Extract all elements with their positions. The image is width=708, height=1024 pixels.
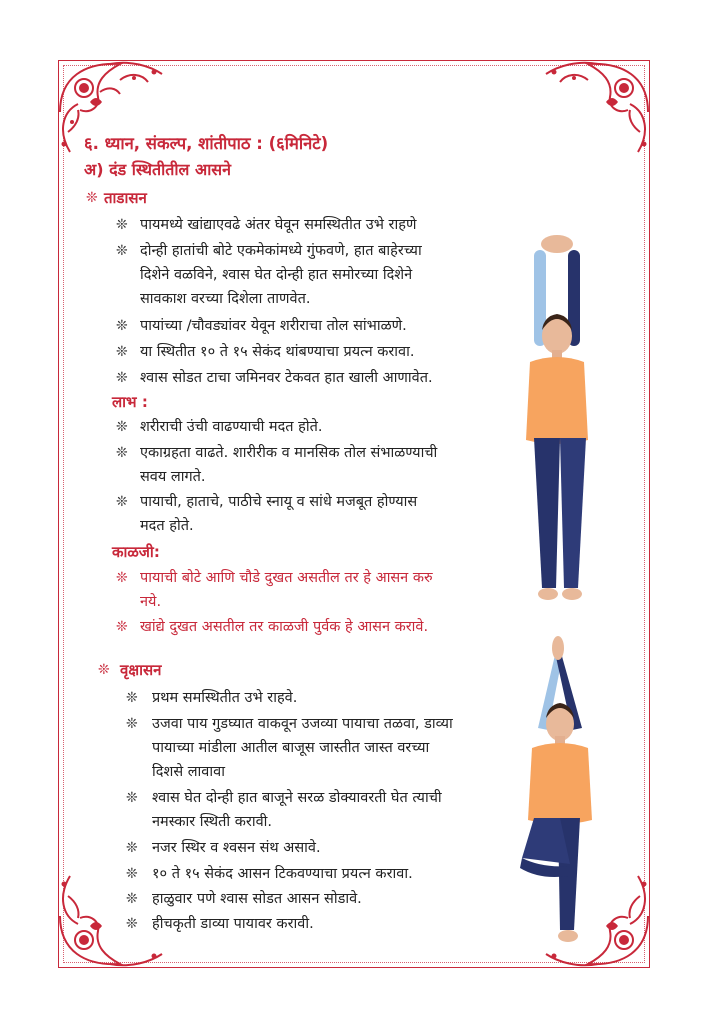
benefit-3-line-2: मदत होते. <box>140 518 194 534</box>
vrikshasana-step-6: हाळुवार पणे श्वास सोडत आसन सोडावे. <box>152 891 362 907</box>
bullet-icon: ❊ <box>126 716 138 732</box>
tadasana-step-2-line-2: दिशेने वळविने, श्वास घेत दोन्ही हात समोरच्या दिशेने <box>140 267 413 283</box>
bullet-icon: ❊ <box>116 344 128 360</box>
vrikshasana-step-5: १० ते १५ सेकंद आसन टिकवण्याचा प्रयत्न करावा. <box>152 866 413 882</box>
benefit-2-line-2: सवय लागते. <box>140 469 206 485</box>
tadasana-step-1: पायमध्ये खांद्याएवढे अंतर घेवून समस्थितीत उभे राहणे <box>140 217 417 233</box>
tadasana-step-2-line-3: सावकाश वरच्या दिशेला ताणवेत. <box>140 291 311 307</box>
bullet-icon: ❊ <box>116 619 128 635</box>
bullet-icon: ❊ <box>126 790 138 806</box>
caution-label: काळजी: <box>112 543 160 561</box>
bullet-icon: ❊ <box>126 916 138 932</box>
benefit-3-line-1: पायाची, हाताचे, पाठीचे स्नायू व सांधे मजबूत होण्यास <box>140 494 418 510</box>
bullet-icon: ❊ <box>116 370 128 386</box>
benefit-1: शरीराची उंची वाढण्याची मदत होते. <box>140 419 323 435</box>
bullet-icon: ❊ <box>116 494 128 510</box>
bullet-icon: ❊ <box>116 570 128 586</box>
vrikshasana-pose-illustration <box>508 636 618 946</box>
vrikshasana-step-7: हीचकृती डाव्या पायावर करावी. <box>152 916 314 932</box>
bullet-icon: ❊ <box>126 840 138 856</box>
caution-1-line-1: पायाची बोटे आणि चौडे दुखत असतील तर हे आसन करु <box>140 570 433 586</box>
vrikshasana-step-1: प्रथम समस्थितीत उभे राहवे. <box>152 690 298 706</box>
tadasana-pose-illustration <box>512 232 608 604</box>
benefits-label: लाभ : <box>112 393 148 411</box>
caution-2: खांद्ये दुखत असतील तर काळजी पुर्वक हे आसन करावे. <box>140 619 429 635</box>
tadasana-step-4: या स्थितीत १० ते १५ सेकंद थांबण्याचा प्रयत्न करावा. <box>140 344 415 360</box>
bullet-icon: ❊ <box>116 217 128 233</box>
subsection-title: अ) दंड स्थितीतील आसने <box>84 160 231 179</box>
tadasana-step-2-line-1: दोन्ही हातांची बोटे एकमेकांमध्ये गुंफवणे, हात बाहेरच्या <box>140 243 422 259</box>
bullet-icon: ❊ <box>98 662 110 678</box>
vrikshasana-step-2-line-2: पायाच्या मांडीला आतील बाजूस जास्तीत जास्त वरच्या <box>152 740 430 756</box>
vrikshasana-title: वृक्षासन <box>120 661 162 679</box>
vrikshasana-step-2-line-3: दिशसे लावावा <box>152 764 225 780</box>
bullet-icon: ❊ <box>126 690 138 706</box>
vrikshasana-step-3-line-1: श्वास घेत दोन्ही हात बाजूने सरळ डोक्यावरती घेत त्याची <box>152 790 442 806</box>
caution-1-line-2: नये. <box>140 594 162 610</box>
bullet-icon: ❊ <box>86 190 98 206</box>
floral-corner-ornament-icon <box>538 52 658 162</box>
vrikshasana-step-2-line-1: उजवा पाय गुडघ्यात वाकवून उजव्या पायाचा तळवा, डाव्या <box>152 716 453 732</box>
bullet-icon: ❊ <box>126 891 138 907</box>
bullet-icon: ❊ <box>116 318 128 334</box>
benefit-2-line-1: एकाग्रहता वाढते. शारीरीक व मानसिक तोल संभाळण्याची <box>140 445 438 461</box>
section-title: ६. ध्यान, संकल्प, शांतीपाठ : (६मिनिटे) <box>84 134 329 153</box>
tadasana-step-5: श्वास सोडत टाचा जमिनवर टेकवत हात खाली आणावेत. <box>140 370 433 386</box>
tadasana-title: ताडासन <box>104 189 147 207</box>
bullet-icon: ❊ <box>116 445 128 461</box>
vrikshasana-step-4: नजर स्थिर व श्वसन संथ असावे. <box>152 840 321 856</box>
bullet-icon: ❊ <box>116 419 128 435</box>
bullet-icon: ❊ <box>116 243 128 259</box>
bullet-icon: ❊ <box>126 866 138 882</box>
tadasana-step-3: पायांच्या /चौवड्यांवर येवून शरीराचा तोल सांभाळणे. <box>140 318 407 334</box>
vrikshasana-step-3-line-2: नमस्कार स्थिती करावी. <box>152 814 273 830</box>
